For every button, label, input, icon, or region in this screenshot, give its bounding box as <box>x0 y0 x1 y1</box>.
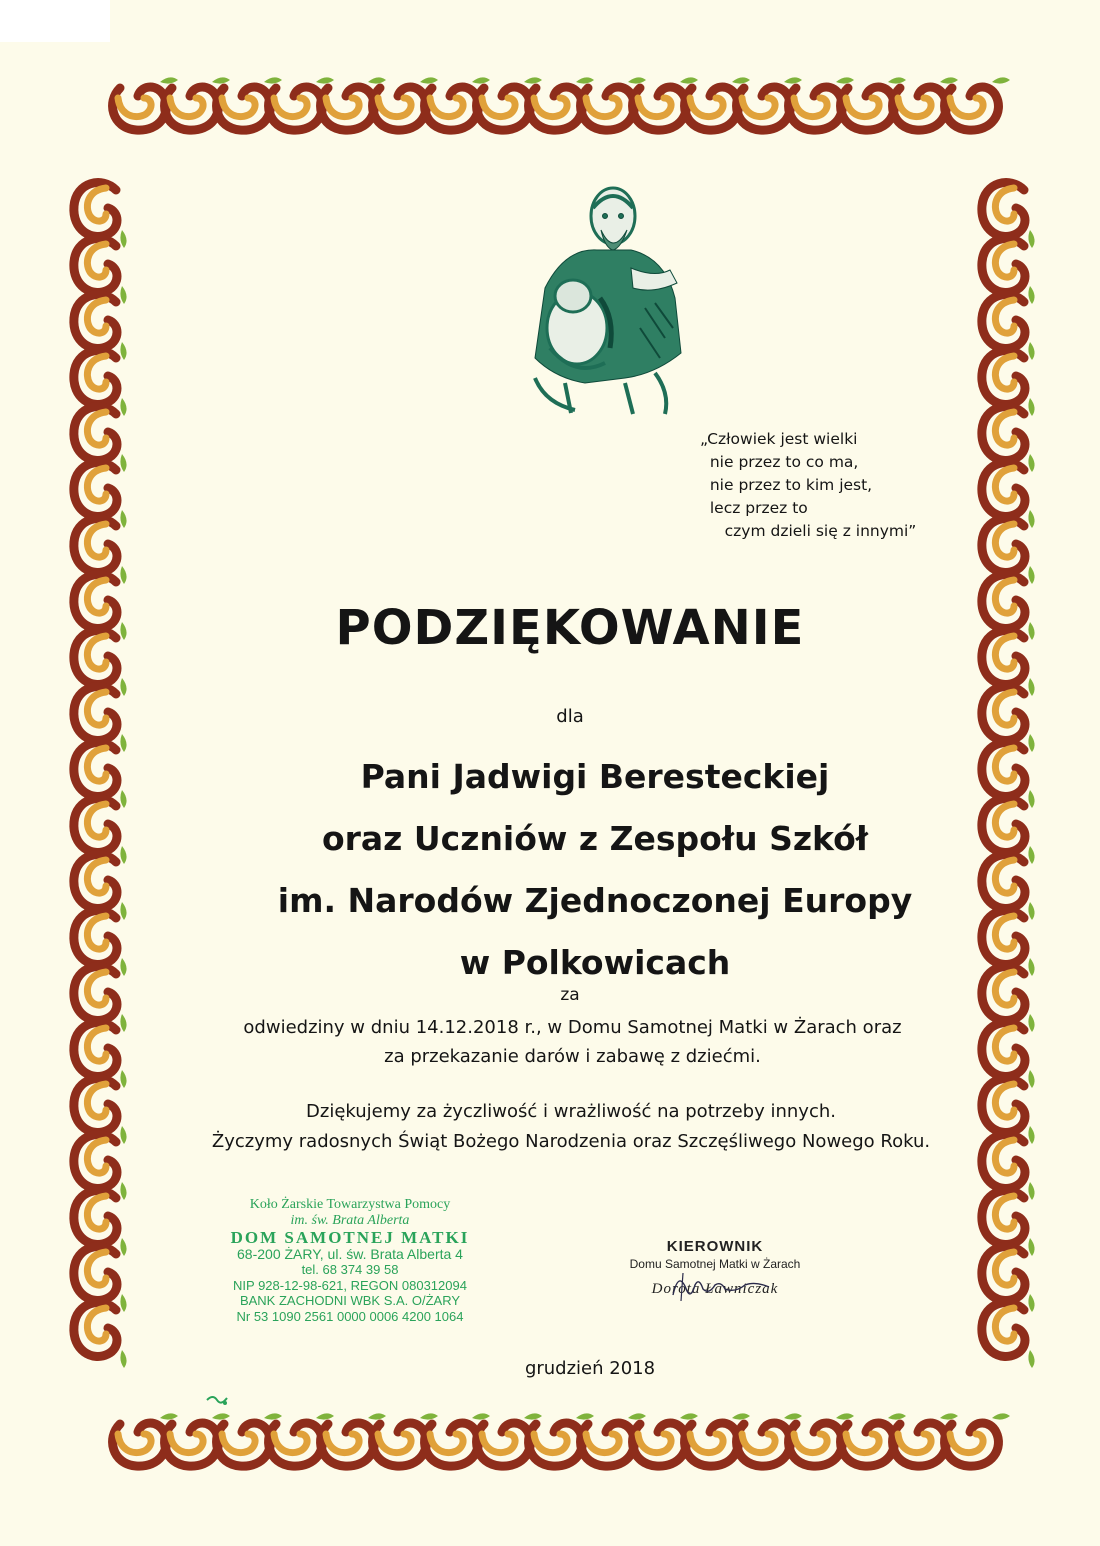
stamp-patron: im. św. Brata Alberta <box>290 1212 410 1228</box>
border-ornament <box>945 1413 1010 1466</box>
director-role: KIEROWNIK <box>666 1238 764 1255</box>
wishes-line: Dziękujemy za życzliwość i wrażliwość na potrzeby innych. <box>306 1101 836 1122</box>
reason-line: odwiedziny w dniu 14.12.2018 r., w Domu Samotnej Matki w Żarach oraz <box>243 1017 902 1038</box>
za-label: za <box>560 985 580 1005</box>
border-ornament <box>945 77 1010 130</box>
portrait-engraving <box>535 188 681 414</box>
stamp-phone: tel. 68 374 39 58 <box>301 1262 399 1277</box>
quote-line: czym dzieli się z innymi” <box>700 522 917 540</box>
issue-date: grudzień 2018 <box>524 1358 656 1379</box>
stamp-name: DOM SAMOTNEJ MATKI <box>230 1228 470 1247</box>
recipient-line: im. Narodów Zjednoczonej Europy <box>277 881 913 920</box>
director-name: Dorota Ławniczak <box>651 1281 779 1297</box>
wishes-line: Życzymy radosnych Świąt Bożego Narodzenia oraz Szczęśliwego Nowego Roku. <box>211 1131 931 1152</box>
quote-line: nie przez to co ma, <box>700 453 859 471</box>
stamp-org: Koło Żarskie Towarzystwa Pomocy <box>249 1197 451 1212</box>
quote-line: nie przez to kim jest, <box>700 476 873 494</box>
certificate-title: PODZIĘKOWANIE <box>335 600 805 656</box>
stamp-ids: NIP 928-12-98-621, REGON 080312094 <box>233 1277 467 1293</box>
wishes-text <box>0 1097 1100 1157</box>
portrait-emblem <box>505 178 695 418</box>
handwritten-signature <box>665 1265 775 1305</box>
quote <box>700 428 980 543</box>
recipient <box>0 746 1100 994</box>
stamp-bank: BANK ZACHODNI WBK S.A. O/ŻARY <box>239 1293 461 1308</box>
institution-stamp <box>200 1197 500 1324</box>
reason-line: za przekazanie darów i zabawę z dziećmi. <box>384 1046 761 1067</box>
quote-line: lecz przez to <box>700 499 808 517</box>
stamp-address: 68-200 ŻARY, ul. św. Brata Alberta 4 <box>237 1245 463 1262</box>
ink-mark <box>205 1392 231 1408</box>
recipient-line: w Polkowicach <box>459 943 731 982</box>
recipient-line: Pani Jadwigi Beresteckiej <box>360 757 830 796</box>
director-institution: Domu Samotnej Matki w Żarach <box>629 1257 801 1271</box>
reason-text <box>0 1013 1100 1071</box>
stamp-account: Nr 53 1090 2561 0000 0006 4200 1064 <box>236 1308 464 1324</box>
recipient-line: oraz Uczniów z Zespołu Szkół <box>321 819 869 858</box>
dla-label: dla <box>556 706 584 727</box>
quote-line: „Człowiek jest wielki <box>700 430 858 448</box>
